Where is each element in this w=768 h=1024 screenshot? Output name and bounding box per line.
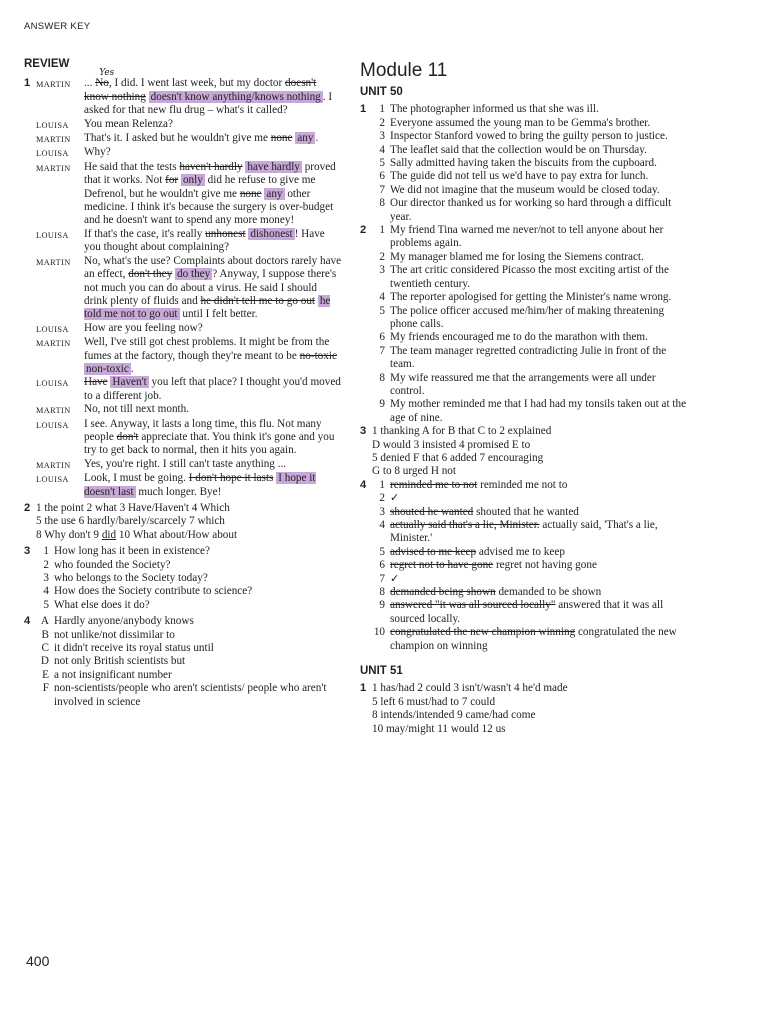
text-segment: Well, I've still got chest problems. It might be from the fumes at the factory, though they're meant to be: [84, 336, 330, 362]
item-label: A: [40, 615, 49, 628]
text-segment: much longer. Bye!: [135, 485, 222, 498]
item-text: Inspector Stanford vowed to bring the guilty person to justice.: [390, 130, 668, 143]
item-text: [390, 559, 690, 572]
dialogue-line: [36, 228, 342, 255]
list-item: [372, 157, 690, 170]
unit-51-heading: UNIT 51: [360, 665, 403, 678]
highlighted-correction: I hope it doesn't last: [84, 472, 316, 498]
text-segment: Yes, you're right. I still can't taste anything ...: [84, 457, 287, 470]
question-number: 1: [360, 682, 367, 695]
item-text: The team manager regretted contradicting Julie in front of the team.: [390, 344, 667, 371]
item-text: [390, 599, 690, 626]
list-item: [372, 291, 690, 304]
list-item: [36, 559, 342, 572]
answer-lines: [36, 502, 342, 542]
dialogue-line: [36, 336, 342, 376]
item-label: 5: [379, 304, 385, 317]
list-item: [36, 642, 342, 655]
text-segment: 5 the use 6 hardly/barely/scarcely 7 which: [36, 515, 225, 528]
answer-line: 1 thanking A for B that C to 2 explained: [372, 425, 552, 438]
list-item: [372, 573, 690, 586]
item-label: 7: [379, 344, 385, 357]
dialogue-line: [36, 118, 342, 132]
text-segment: you left that place? I thought you'd moved to a different job.: [84, 376, 341, 402]
text-segment: 10 What about/How about: [116, 528, 238, 541]
list-item: [372, 305, 690, 332]
dialogue-line: [36, 255, 342, 322]
review-question-2: [24, 502, 342, 542]
unit50-question-3: [360, 425, 690, 479]
item-text: [390, 586, 690, 599]
list-item: [372, 546, 690, 559]
highlighted-correction: doesn't know anything/knows nothing: [150, 90, 321, 103]
list-item: [36, 655, 342, 668]
speaker-name: MARTIN: [36, 163, 71, 173]
text-segment: ...: [84, 77, 96, 90]
item-label: 3: [379, 130, 385, 143]
speaker-name: MARTIN: [36, 80, 71, 90]
answer-list: [372, 479, 690, 653]
answer-line: G to 8 urged H not: [372, 465, 457, 478]
list-item: [372, 331, 690, 344]
answer-line: 8 intends/intended 9 came/had come: [372, 709, 536, 722]
item-text: The photographer informed us that she was ill.: [390, 103, 599, 116]
item-label: 5: [43, 598, 49, 611]
dialogue-line: [36, 418, 342, 458]
list-item: [372, 599, 690, 626]
dialogue-text: [84, 418, 342, 458]
list-item: [372, 519, 690, 546]
highlighted-correction: dishonest: [250, 227, 293, 240]
page-number: 400: [26, 953, 50, 969]
item-text: [390, 479, 690, 492]
text-segment: answered that it was all sourced locally.: [390, 599, 664, 625]
item-label: 5: [379, 545, 385, 558]
running-header: ANSWER KEY: [24, 21, 91, 32]
item-label: 2: [43, 558, 49, 571]
list-item: [372, 130, 690, 143]
list-item: [36, 572, 342, 585]
item-text: The art critic considered Picasso the most exciting artist of the twentieth century.: [390, 264, 669, 290]
answer-list: [36, 615, 342, 709]
item-label: 5: [379, 157, 385, 170]
struck-text: I don't hope it lasts: [188, 472, 274, 485]
item-label: 1: [379, 224, 385, 237]
item-text: My manager blamed me for losing the Siemens contract.: [390, 250, 644, 263]
item-label: 6: [379, 170, 385, 183]
text-segment: How are you feeling now?: [84, 321, 203, 334]
text-segment: advised me to keep: [476, 545, 565, 558]
dialogue-text: [84, 146, 342, 160]
text-segment: , I did. I went last week, but my doctor: [108, 77, 286, 90]
item-text: [390, 546, 690, 559]
speaker-name: MARTIN: [36, 339, 71, 349]
item-text: who founded the Society?: [54, 558, 171, 571]
text-segment: appreciate that. You think it's gone and you try to get back to normal, then it hits you again.: [84, 430, 335, 457]
highlighted-correction: only: [182, 174, 203, 187]
item-label: 2: [379, 250, 385, 263]
list-item: [372, 251, 690, 264]
dialogue-line: [36, 472, 342, 499]
struck-text: regret not to have gone: [390, 559, 494, 572]
review-heading: REVIEW: [24, 58, 70, 70]
dialogue-line: [36, 458, 342, 472]
dialogue-text: [84, 376, 342, 403]
list-item: [372, 184, 690, 197]
answer-list: [372, 103, 690, 224]
struck-text: demanded being shown: [390, 586, 496, 599]
list-item: [372, 479, 690, 492]
item-label: 1: [379, 478, 385, 491]
text-segment: I see. Anyway, it lasts a long time, this flu. Not many people: [84, 417, 322, 443]
item-text: [390, 573, 690, 586]
item-text: The police officer accused me/him/her of making threatening phone calls.: [390, 304, 665, 330]
item-text: a not insignificant number: [54, 668, 172, 681]
struck-text: none: [239, 187, 262, 200]
item-label: 1: [379, 103, 385, 116]
answer-line: [36, 515, 342, 528]
answer-line: D would 3 insisted 4 promised E to: [372, 438, 531, 451]
dialogue-text: [84, 161, 342, 228]
speaker-name: LOUISA: [36, 149, 69, 159]
speaker-name: LOUISA: [36, 475, 69, 485]
item-text: My friend Tina warned me never/not to tell anyone about her problems again.: [390, 224, 664, 250]
struck-text: none: [270, 132, 293, 145]
question-number: 4: [24, 615, 31, 628]
review-question-3: [24, 545, 342, 612]
dialogue-line: [36, 376, 342, 403]
struck-text: answered "it was all sourced locally": [390, 599, 556, 612]
text-segment: ✓: [390, 492, 400, 505]
item-text: [390, 506, 690, 519]
list-item: [36, 669, 342, 682]
item-text: We did not imagine that the museum would be closed today.: [390, 183, 660, 196]
speaker-name: MARTIN: [36, 257, 71, 267]
item-text: Everyone assumed the young man to be Gemma's brother.: [390, 116, 651, 129]
question-number: 1: [24, 77, 31, 90]
list-item: [36, 599, 342, 612]
question-number: 2: [24, 502, 31, 514]
list-item: [372, 398, 690, 425]
item-text: Hardly anyone/anybody knows: [54, 615, 194, 628]
text-segment: He said that the tests: [84, 160, 180, 173]
module-title: Module 11: [360, 60, 448, 81]
text-segment: proved that it works. Not: [84, 160, 336, 187]
dialogue-text: [84, 228, 342, 255]
text-segment: congratulated the new champion on winning: [390, 626, 677, 652]
struck-text: shouted he wanted: [390, 505, 474, 518]
struck-text: don't: [116, 430, 139, 443]
answer-line: 1 has/had 2 could 3 isn't/wasn't 4 he'd made: [372, 682, 568, 695]
answer-list: [36, 545, 342, 612]
item-label: 4: [379, 291, 385, 304]
text-segment: regret not having gone: [493, 559, 597, 572]
item-label: 3: [379, 264, 385, 277]
speaker-name: LOUISA: [36, 324, 69, 334]
review-question-1: [24, 68, 342, 499]
speaker-name: LOUISA: [36, 420, 69, 430]
highlighted-correction: do they: [176, 268, 211, 281]
text-segment: Look, I must be going.: [84, 472, 189, 485]
list-item: [372, 144, 690, 157]
item-text: [390, 626, 690, 653]
item-text: Our director thanked us for working so hard through a difficult year.: [390, 197, 672, 223]
text-segment: 1 the point 2 what 3 Have/Haven't 4 Which: [36, 502, 230, 514]
text-segment: 8 Why don't 9: [36, 528, 102, 541]
item-text: non-scientists/people who aren't scientists/ people who aren't involved in science: [54, 682, 327, 708]
list-item: [372, 197, 690, 224]
dialogue-text: [84, 403, 342, 417]
struck-text: congratulated the new champion winning: [390, 626, 576, 639]
unit50-question-4: [360, 479, 690, 653]
handwritten-note: Yes: [99, 68, 115, 79]
text-segment: ✓: [390, 572, 400, 585]
struck-text: doesn't know nothing: [84, 77, 317, 103]
item-label: D: [40, 655, 49, 668]
item-label: B: [41, 628, 49, 641]
highlighted-correction: any: [266, 187, 283, 200]
item-text: it didn't receive its royal status until: [54, 642, 214, 655]
item-label: F: [42, 682, 49, 695]
text-segment: No, not till next month.: [84, 403, 190, 416]
item-label: 9: [379, 398, 385, 411]
unit-50-heading: UNIT 50: [360, 86, 403, 98]
highlighted-correction: he told me not to go out: [84, 294, 331, 321]
item-label: 8: [379, 586, 385, 599]
list-item: [372, 103, 690, 116]
dialogue-line: [36, 322, 342, 336]
list-item: [372, 626, 690, 653]
answer-lines: [372, 425, 690, 479]
highlighted-correction: Haven't: [112, 376, 147, 389]
item-text: How long has it been in existence?: [54, 545, 210, 558]
item-label: 2: [379, 116, 385, 129]
list-item: [372, 586, 690, 599]
struck-text: no-toxic: [299, 349, 337, 362]
item-text: The guide did not tell us we'd have to pay extra for lunch.: [390, 170, 649, 183]
item-text: not only British scientists but: [54, 655, 186, 668]
dialogue-text: [84, 68, 342, 117]
struck-text: reminded me to not: [390, 478, 478, 491]
text-segment: demanded to be shown: [495, 586, 602, 599]
item-text: not unlike/not dissimilar to: [54, 628, 175, 641]
item-label: E: [42, 668, 49, 681]
dialogue-line: [36, 68, 342, 117]
list-item: [372, 170, 690, 183]
item-label: 7: [379, 572, 385, 585]
item-label: 4: [379, 519, 385, 531]
text-segment: You mean Relenza?: [84, 117, 173, 130]
text-segment: ! Have you thought about complaining?: [84, 227, 325, 254]
list-item: [372, 559, 690, 572]
item-text: who belongs to the Society today?: [54, 572, 208, 585]
speaker-name: MARTIN: [36, 460, 71, 470]
dialogue-text: [84, 472, 342, 499]
dialogue-line: [36, 146, 342, 160]
speaker-name: MARTIN: [36, 135, 71, 145]
list-item: [372, 372, 690, 399]
list-item: [372, 492, 690, 505]
struck-text: unhonest: [205, 227, 246, 240]
item-text: [390, 519, 690, 546]
item-label: 2: [379, 492, 385, 505]
list-item: [372, 345, 690, 372]
dialogue-text: [84, 458, 342, 472]
struck-text: advised to me keep: [390, 545, 477, 558]
text-segment: .: [130, 362, 134, 375]
answer-line: [36, 502, 342, 515]
item-label: 4: [379, 143, 385, 156]
item-label: 8: [379, 371, 385, 384]
unit50-question-2: [360, 224, 690, 425]
item-text: How does the Society contribute to science?: [54, 585, 253, 598]
struck-text: haven't hardly: [179, 160, 243, 173]
item-text: Sally admitted having taken the biscuits from the cupboard.: [390, 157, 657, 170]
struck-text: don't they: [128, 268, 173, 281]
item-text: The leaflet said that the collection would be on Thursday.: [390, 143, 647, 156]
text-segment: No, what's the use? Complaints about doctors rarely have an effect,: [84, 254, 342, 281]
dialogue-text: [84, 132, 342, 146]
item-text: My mother reminded me that I had had my tonsils taken out at the age of nine.: [390, 398, 687, 424]
answer-list: [372, 224, 690, 425]
dialogue: [36, 68, 342, 499]
unit50-question-1: [360, 103, 690, 224]
dialogue-text: [84, 255, 342, 322]
text-segment: until I felt better.: [179, 308, 258, 321]
text-segment: Why?: [84, 146, 111, 159]
review-question-4: [24, 615, 342, 709]
text-segment: other medicine. I think it's because the surgery is over-budget and he doesn't want to spend any more money!: [84, 187, 334, 227]
highlighted-correction: have hardly: [247, 160, 300, 173]
question-number: 4: [360, 478, 367, 491]
text-segment: reminded me not to: [477, 478, 568, 491]
speaker-name: LOUISA: [36, 379, 69, 389]
speaker-name: MARTIN: [36, 406, 71, 416]
dialogue-text: [84, 322, 342, 336]
struck-text: he didn't tell me to go out: [200, 294, 316, 307]
dialogue-text: [84, 118, 342, 132]
text-segment: If that's the case, it's really: [84, 227, 206, 240]
item-label: 7: [379, 183, 385, 196]
item-label: 9: [379, 599, 385, 612]
text-segment: actually said, 'That's a lie, Minister.': [390, 519, 658, 545]
item-text: What else does it do?: [54, 598, 150, 611]
list-item: [372, 224, 690, 251]
highlighted-correction: any: [297, 132, 314, 145]
item-text: [390, 492, 690, 505]
question-number: 2: [360, 224, 367, 237]
item-text: My wife reassured me that the arrangements were all under control.: [390, 371, 656, 397]
question-number: 1: [360, 103, 367, 116]
item-label: 3: [379, 505, 385, 518]
answer-line: [36, 529, 342, 542]
list-item: [372, 264, 690, 291]
dialogue-text: [84, 336, 342, 376]
answer-line: 10 may/might 11 would 12 us: [372, 722, 506, 735]
item-text: My friends encouraged me to do the marathon with them.: [390, 331, 648, 344]
dialogue-line: [36, 132, 342, 146]
item-label: 8: [379, 197, 385, 210]
answer-line: 5 denied F that 6 added 7 encouraging: [372, 451, 544, 464]
struck-text: No Yes: [95, 68, 115, 90]
struck-text: actually said that's a lie, Minister.: [390, 519, 540, 531]
item-label: 1: [43, 545, 49, 558]
text-segment: ? Anyway, I suppose there's not much you can do about a virus. He said I should drink plenty of fluids and: [84, 268, 337, 307]
text-segment: did he refuse to give me Defrenol, but he wouldn't give me: [84, 174, 316, 200]
text-segment: .: [315, 132, 319, 145]
list-item: [372, 506, 690, 519]
text-segment: shouted that he wanted: [473, 505, 579, 518]
speaker-name: LOUISA: [36, 120, 69, 130]
question-number: 3: [24, 545, 31, 558]
list-item: [36, 615, 342, 628]
item-label: C: [41, 642, 49, 655]
highlighted-correction: non-toxic: [86, 362, 129, 375]
question-number: 3: [360, 425, 367, 438]
answer-line: 5 left 6 must/had to 7 could: [372, 695, 496, 708]
item-text: The reporter apologised for getting the Minister's name wrong.: [390, 291, 672, 304]
unit51-question-1: [360, 682, 690, 736]
item-label: 6: [379, 331, 385, 344]
struck-text: Have: [84, 376, 108, 389]
item-label: 3: [43, 572, 49, 585]
module-column: [360, 60, 690, 736]
underlined-text: did: [101, 528, 117, 541]
text-segment: That's it. I asked but he wouldn't give me: [84, 132, 271, 145]
speaker-name: LOUISA: [36, 230, 69, 240]
dialogue-line: [36, 403, 342, 417]
item-label: 6: [379, 559, 385, 572]
list-item: [372, 117, 690, 130]
list-item: [36, 629, 342, 642]
item-label: 4: [43, 585, 49, 598]
list-item: [36, 682, 342, 709]
answer-lines: [372, 682, 690, 736]
item-label: 10: [373, 626, 385, 639]
review-column: [24, 58, 342, 709]
list-item: [36, 585, 342, 598]
dialogue-line: [36, 161, 342, 228]
struck-text: for: [165, 174, 179, 187]
list-item: [36, 545, 342, 558]
text-segment: . I asked for that new flu drug – what's it called?: [84, 90, 333, 117]
